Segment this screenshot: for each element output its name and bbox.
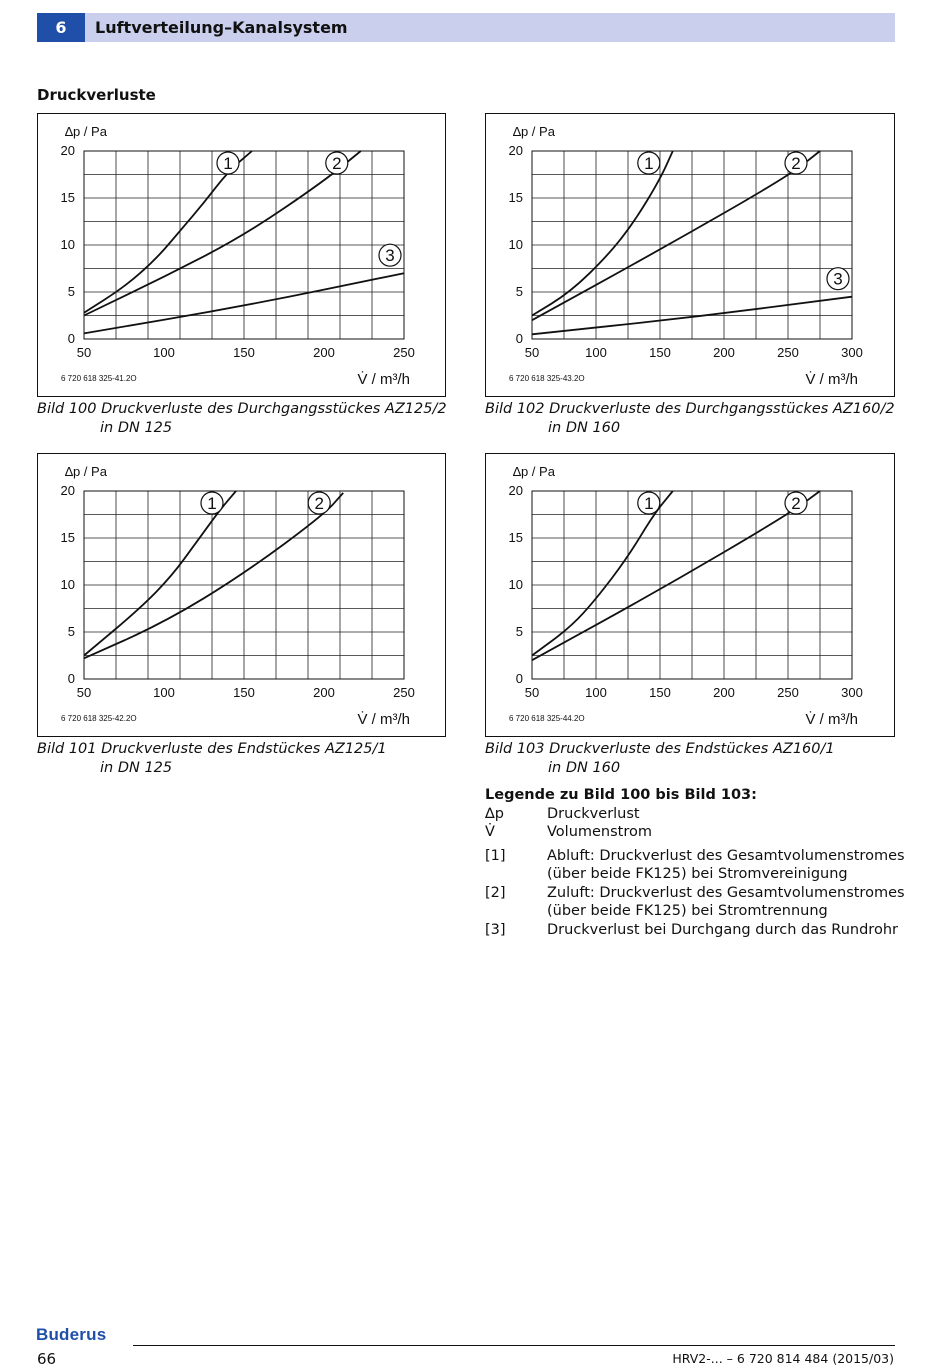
y-tick-label: 5 [515, 284, 523, 299]
curve-marker-3 [379, 244, 401, 266]
y-tick-label: 5 [67, 284, 75, 299]
x-tick-label: 250 [393, 345, 415, 360]
legend-value: Zuluft: Druckverlust des Gesamtvolumenstromes (über beide FK125) bei Stromtrennung [547, 884, 905, 919]
legend [485, 786, 905, 939]
x-tick-label: 150 [233, 685, 255, 700]
chart-bild-103 [485, 453, 895, 737]
chart-frame [486, 454, 895, 737]
legend-value: Volumenstrom [547, 824, 652, 840]
x-tick-label: 100 [153, 685, 175, 700]
section-title: Druckverluste [37, 86, 156, 104]
curve-marker-2 [785, 492, 807, 514]
curve-marker-1 [217, 152, 239, 174]
y-tick-label: 20 [508, 483, 523, 498]
legend-value: Druckverlust [547, 805, 640, 822]
y-axis-label: ∆p / Pa [513, 464, 555, 479]
x-tick-label: 100 [153, 345, 175, 360]
legend-title: Legende zu Bild 100 bis Bild 103: [485, 787, 757, 803]
document-id: HRV2-... – 6 720 814 484 (2015/03) [672, 1351, 894, 1366]
y-tick-label: 0 [67, 331, 75, 346]
caption-line: Bild 100 Druckverluste des Durchgangsstückes AZ125/2 [37, 401, 447, 417]
x-tick-label: 200 [313, 345, 335, 360]
y-axis-label: ∆p / Pa [513, 124, 555, 139]
x-tick-label: 50 [76, 685, 92, 700]
curve-marker-label: 2 [332, 154, 342, 173]
curve-marker-3 [827, 268, 849, 290]
x-axis-label: V̇ / m³/h [805, 711, 858, 728]
y-tick-label: 5 [515, 624, 523, 639]
caption-line: in DN 160 [548, 760, 621, 776]
x-tick-label: 100 [585, 345, 607, 360]
curve-marker-1 [638, 152, 660, 174]
curve-marker-label: 1 [644, 494, 654, 513]
page-number: 66 [37, 1350, 57, 1368]
y-tick-label: 0 [515, 671, 523, 686]
y-axis-label: ∆p / Pa [65, 464, 107, 479]
caption-bild-101 [37, 740, 387, 778]
curve-marker-label: 2 [791, 154, 801, 173]
legend-key: V̇ [485, 824, 495, 840]
y-tick-label: 10 [60, 577, 75, 592]
chart-svg [485, 453, 895, 737]
curve-marker-label: 1 [644, 154, 654, 173]
x-tick-label: 150 [233, 345, 255, 360]
y-tick-label: 15 [60, 530, 75, 545]
chapter-header [37, 13, 895, 42]
chart-bild-100 [37, 113, 446, 397]
legend-item-row [485, 921, 905, 940]
x-axis-label: V̇ / m³/h [805, 371, 858, 388]
curve-marker-2 [785, 152, 807, 174]
footer-divider [133, 1345, 895, 1346]
legend-key: ∆p [485, 805, 504, 822]
y-tick-label: 20 [60, 483, 75, 498]
x-tick-label: 100 [585, 685, 607, 700]
x-tick-label: 300 [841, 345, 863, 360]
legend-key: [1] [485, 847, 506, 864]
x-tick-label: 50 [524, 685, 540, 700]
x-axis-label: V̇ / m³/h [357, 711, 410, 728]
x-tick-label: 250 [393, 685, 415, 700]
x-tick-label: 250 [777, 345, 799, 360]
y-tick-label: 10 [508, 577, 523, 592]
x-tick-label: 300 [841, 685, 863, 700]
figure-code: 6 720 618 325-43.2O [509, 374, 585, 383]
x-tick-label: 50 [76, 345, 92, 360]
chapter-title: Luftverteilung–Kanalsystem [95, 18, 348, 37]
x-tick-label: 150 [649, 685, 671, 700]
caption-line: in DN 125 [100, 420, 173, 436]
y-tick-label: 20 [508, 143, 523, 158]
curve-marker-1 [201, 492, 223, 514]
y-tick-label: 10 [60, 237, 75, 252]
legend-key: [3] [485, 921, 506, 938]
x-tick-label: 200 [713, 685, 735, 700]
curve-marker-label: 3 [385, 246, 395, 266]
y-tick-label: 10 [508, 237, 523, 252]
x-axis-label: V̇ / m³/h [357, 371, 410, 388]
caption-line: in DN 125 [100, 760, 173, 776]
x-tick-label: 200 [313, 685, 335, 700]
caption-bild-102 [485, 400, 895, 438]
y-tick-label: 5 [67, 624, 75, 639]
y-tick-label: 0 [67, 671, 75, 686]
x-tick-label: 50 [524, 345, 540, 360]
chart-frame [486, 114, 895, 397]
caption-bild-103 [485, 740, 835, 778]
brand-logo: Buderus [36, 1325, 107, 1344]
legend-symbol-row [485, 805, 905, 824]
curve-marker-2 [326, 152, 348, 174]
legend-item-row [485, 884, 905, 921]
curve-marker-label: 2 [314, 494, 324, 513]
curve-marker-2 [308, 492, 330, 514]
x-tick-label: 200 [713, 345, 735, 360]
legend-value: Druckverlust bei Durchgang durch das Rundrohr [547, 921, 898, 938]
y-tick-label: 15 [508, 530, 523, 545]
y-tick-label: 15 [508, 190, 523, 205]
caption-line: Bild 101 Druckverluste des Endstückes AZ125/1 [37, 741, 387, 757]
legend-symbol-row [485, 823, 905, 842]
chart-bild-102 [485, 113, 895, 397]
curve-marker-label: 2 [791, 494, 801, 513]
caption-line: Bild 102 Druckverluste des Durchgangsstückes AZ160/2 [485, 401, 895, 417]
caption-bild-100 [37, 400, 447, 438]
legend-value: Abluft: Druckverlust des Gesamtvolumenstromes (über beide FK125) bei Stromvereinigung [547, 847, 905, 882]
chart-bild-101 [37, 453, 446, 737]
figure-code: 6 720 618 325-41.2O [61, 374, 137, 383]
chapter-number: 6 [37, 13, 85, 42]
figure-code: 6 720 618 325-44.2O [509, 714, 585, 723]
curve-marker-label: 3 [833, 269, 843, 289]
legend-key: [2] [485, 884, 506, 901]
chart-svg [37, 453, 446, 737]
y-tick-label: 15 [60, 190, 75, 205]
y-tick-label: 0 [515, 331, 523, 346]
figure-code: 6 720 618 325-42.2O [61, 714, 137, 723]
y-axis-label: ∆p / Pa [65, 124, 107, 139]
curve-marker-1 [638, 492, 660, 514]
curve-marker-label: 1 [207, 494, 217, 513]
chart-svg [37, 113, 446, 397]
caption-line: in DN 160 [548, 420, 621, 436]
caption-line: Bild 103 Druckverluste des Endstückes AZ160/1 [485, 741, 835, 757]
x-tick-label: 150 [649, 345, 671, 360]
x-tick-label: 250 [777, 685, 799, 700]
legend-item-row [485, 847, 905, 884]
y-tick-label: 20 [60, 143, 75, 158]
chart-svg [485, 113, 895, 397]
curve-marker-label: 1 [223, 154, 233, 173]
